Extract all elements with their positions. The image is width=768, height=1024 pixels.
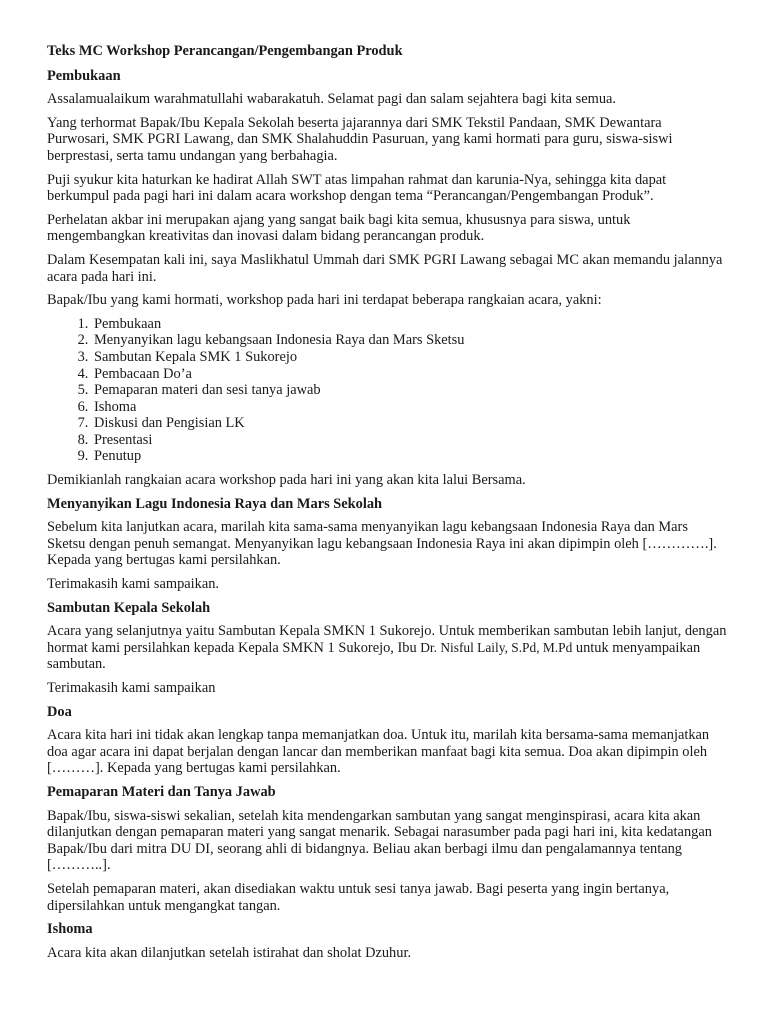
paragraph-material: Bapak/Ibu, siswa-siswi sekalian, setelah kita mendengarkan sambutan yang sangat menginspirasi, acara kita akan dilanjutkan dengan pemaparan materi yang sangat menarik. Sebagai narasumber pada pagi hari ini, kita kedatangan Bapak/Ibu dari mitra DU DI, seorang ahli di bidangnya. Beliau akan berbagi ilmu dan pengalamannya tentang [………..]. bbox=[47, 807, 712, 874]
list-item: 5. Pemaparan materi dan sesi tanya jawab bbox=[92, 382, 727, 399]
list-item: 7. Diskusi dan Pengisian LK bbox=[92, 415, 727, 432]
list-item: 4. Pembacaan Do’a bbox=[92, 366, 727, 383]
paragraph-gratitude: Puji syukur kita haturkan ke hadirat Allah SWT atas limpahan rahmat dan karunia-Nya, sehingga kita dapat berkumpul pada pagi hari ini dalam acara workshop dengan tema “Perancangan/Pengembangan Produk”. bbox=[47, 171, 667, 205]
speech-text-start: Acara yang selanjutnya yaitu Sambutan Kepala SMKN 1 Sukorejo. Untuk memberikan sambutan lebih lanjut, dengan hormat kami persilahkan kepada Kepala SMKN 1 Sukorejo, Ibu bbox=[47, 623, 727, 656]
list-item: 9. Penutup bbox=[92, 448, 727, 465]
heading-sambutan: Sambutan Kepala Sekolah bbox=[47, 599, 211, 616]
list-item: 2. Menyanyikan lagu kebangsaan Indonesia Raya dan Mars Sketsu bbox=[92, 332, 727, 349]
agenda-list bbox=[47, 316, 727, 465]
paragraph-qa: Setelah pemaparan materi, akan disediakan waktu untuk sesi tanya jawab. Bagi peserta yang ingin bertanya, dipersilahkan untuk mengangkat tangan. bbox=[47, 880, 670, 914]
document-page bbox=[47, 43, 727, 968]
paragraph-break: Acara kita akan dilanjutkan setelah istirahat dan sholat Dzuhur. bbox=[47, 944, 412, 961]
paragraph-thanks-1: Terimakasih kami sampaikan. bbox=[47, 576, 220, 593]
list-item: 6. Ishoma bbox=[92, 399, 727, 416]
heading-ishoma: Ishoma bbox=[47, 921, 93, 938]
principal-name: Dr. Nisful Laily, S.Pd, M.Pd bbox=[420, 639, 573, 655]
heading-pembukaan: Pembukaan bbox=[47, 67, 121, 84]
paragraph-thanks-2: Terimakasih kami sampaikan bbox=[47, 680, 216, 696]
list-item: 1. Pembukaan bbox=[92, 316, 727, 333]
paragraph-agenda-close: Demikianlah rangkaian acara workshop pada hari ini yang akan kita lalui Bersama. bbox=[47, 472, 526, 489]
paragraph-honored-guests: Yang terhormat Bapak/Ibu Kepala Sekolah beserta jajarannya dari SMK Tekstil Pandaan, SMK Dewantara Purwosari, SMK PGRI Lawang, dan SMK Shalahuddin Pasuruan, yang kami hormati para guru, siswa-siswi berprestasi, serta tamu undangan yang berbahagia. bbox=[47, 114, 673, 164]
paragraph-prayer: Acara kita hari ini tidak akan lengkap tanpa memanjatkan doa. Untuk itu, marilah kita bersama-sama memanjatkan doa agar acara ini dapat berjalan dengan lancar dan memberikan manfaat bagi kita semua. Doa akan dipimpin oleh [………]. Kepada yang bertugas kami persilahkan. bbox=[47, 727, 710, 777]
speech-text-end: untuk menyampaikan sambutan. bbox=[47, 639, 701, 673]
list-item: 3. Sambutan Kepala SMK 1 Sukorejo bbox=[92, 349, 727, 366]
paragraph-anthem: Sebelum kita lanjutkan acara, marilah kita sama-sama menyanyikan lagu kebangsaan Indonesia Raya dan Mars Sketsu dengan penuh semangat. Menyanyikan lagu kebangsaan Indonesia Raya ini akan dipimpin oleh [………….]. Kepada yang bertugas kami persilahkan. bbox=[47, 519, 717, 569]
heading-lagu: Menyanyikan Lagu Indonesia Raya dan Mars Sekolah bbox=[47, 495, 383, 512]
paragraph-mc-intro: Dalam Kesempatan kali ini, saya Maslikhatul Ummah dari SMK PGRI Lawang sebagai MC akan memandu jalannya acara pada hari ini. bbox=[47, 251, 723, 285]
heading-materi: Pemaparan Materi dan Tanya Jawab bbox=[47, 783, 276, 800]
document-title: Teks MC Workshop Perancangan/Pengembangan Produk bbox=[47, 43, 403, 59]
paragraph-speech bbox=[47, 623, 727, 673]
heading-doa: Doa bbox=[47, 703, 72, 720]
paragraph-agenda-intro: Bapak/Ibu yang kami hormati, workshop pada hari ini terdapat beberapa rangkaian acara, yakni: bbox=[47, 292, 602, 309]
paragraph-greeting: Assalamualaikum warahmatullahi wabarakatuh. Selamat pagi dan salam sejahtera bagi kita semua. bbox=[47, 91, 617, 108]
list-item: 8. Presentasi bbox=[92, 432, 727, 449]
paragraph-event-purpose: Perhelatan akbar ini merupakan ajang yang sangat baik bagi kita semua, khususnya para siswa, untuk mengembangkan kreativitas dan inovasi dalam bidang perancangan produk. bbox=[47, 211, 631, 245]
